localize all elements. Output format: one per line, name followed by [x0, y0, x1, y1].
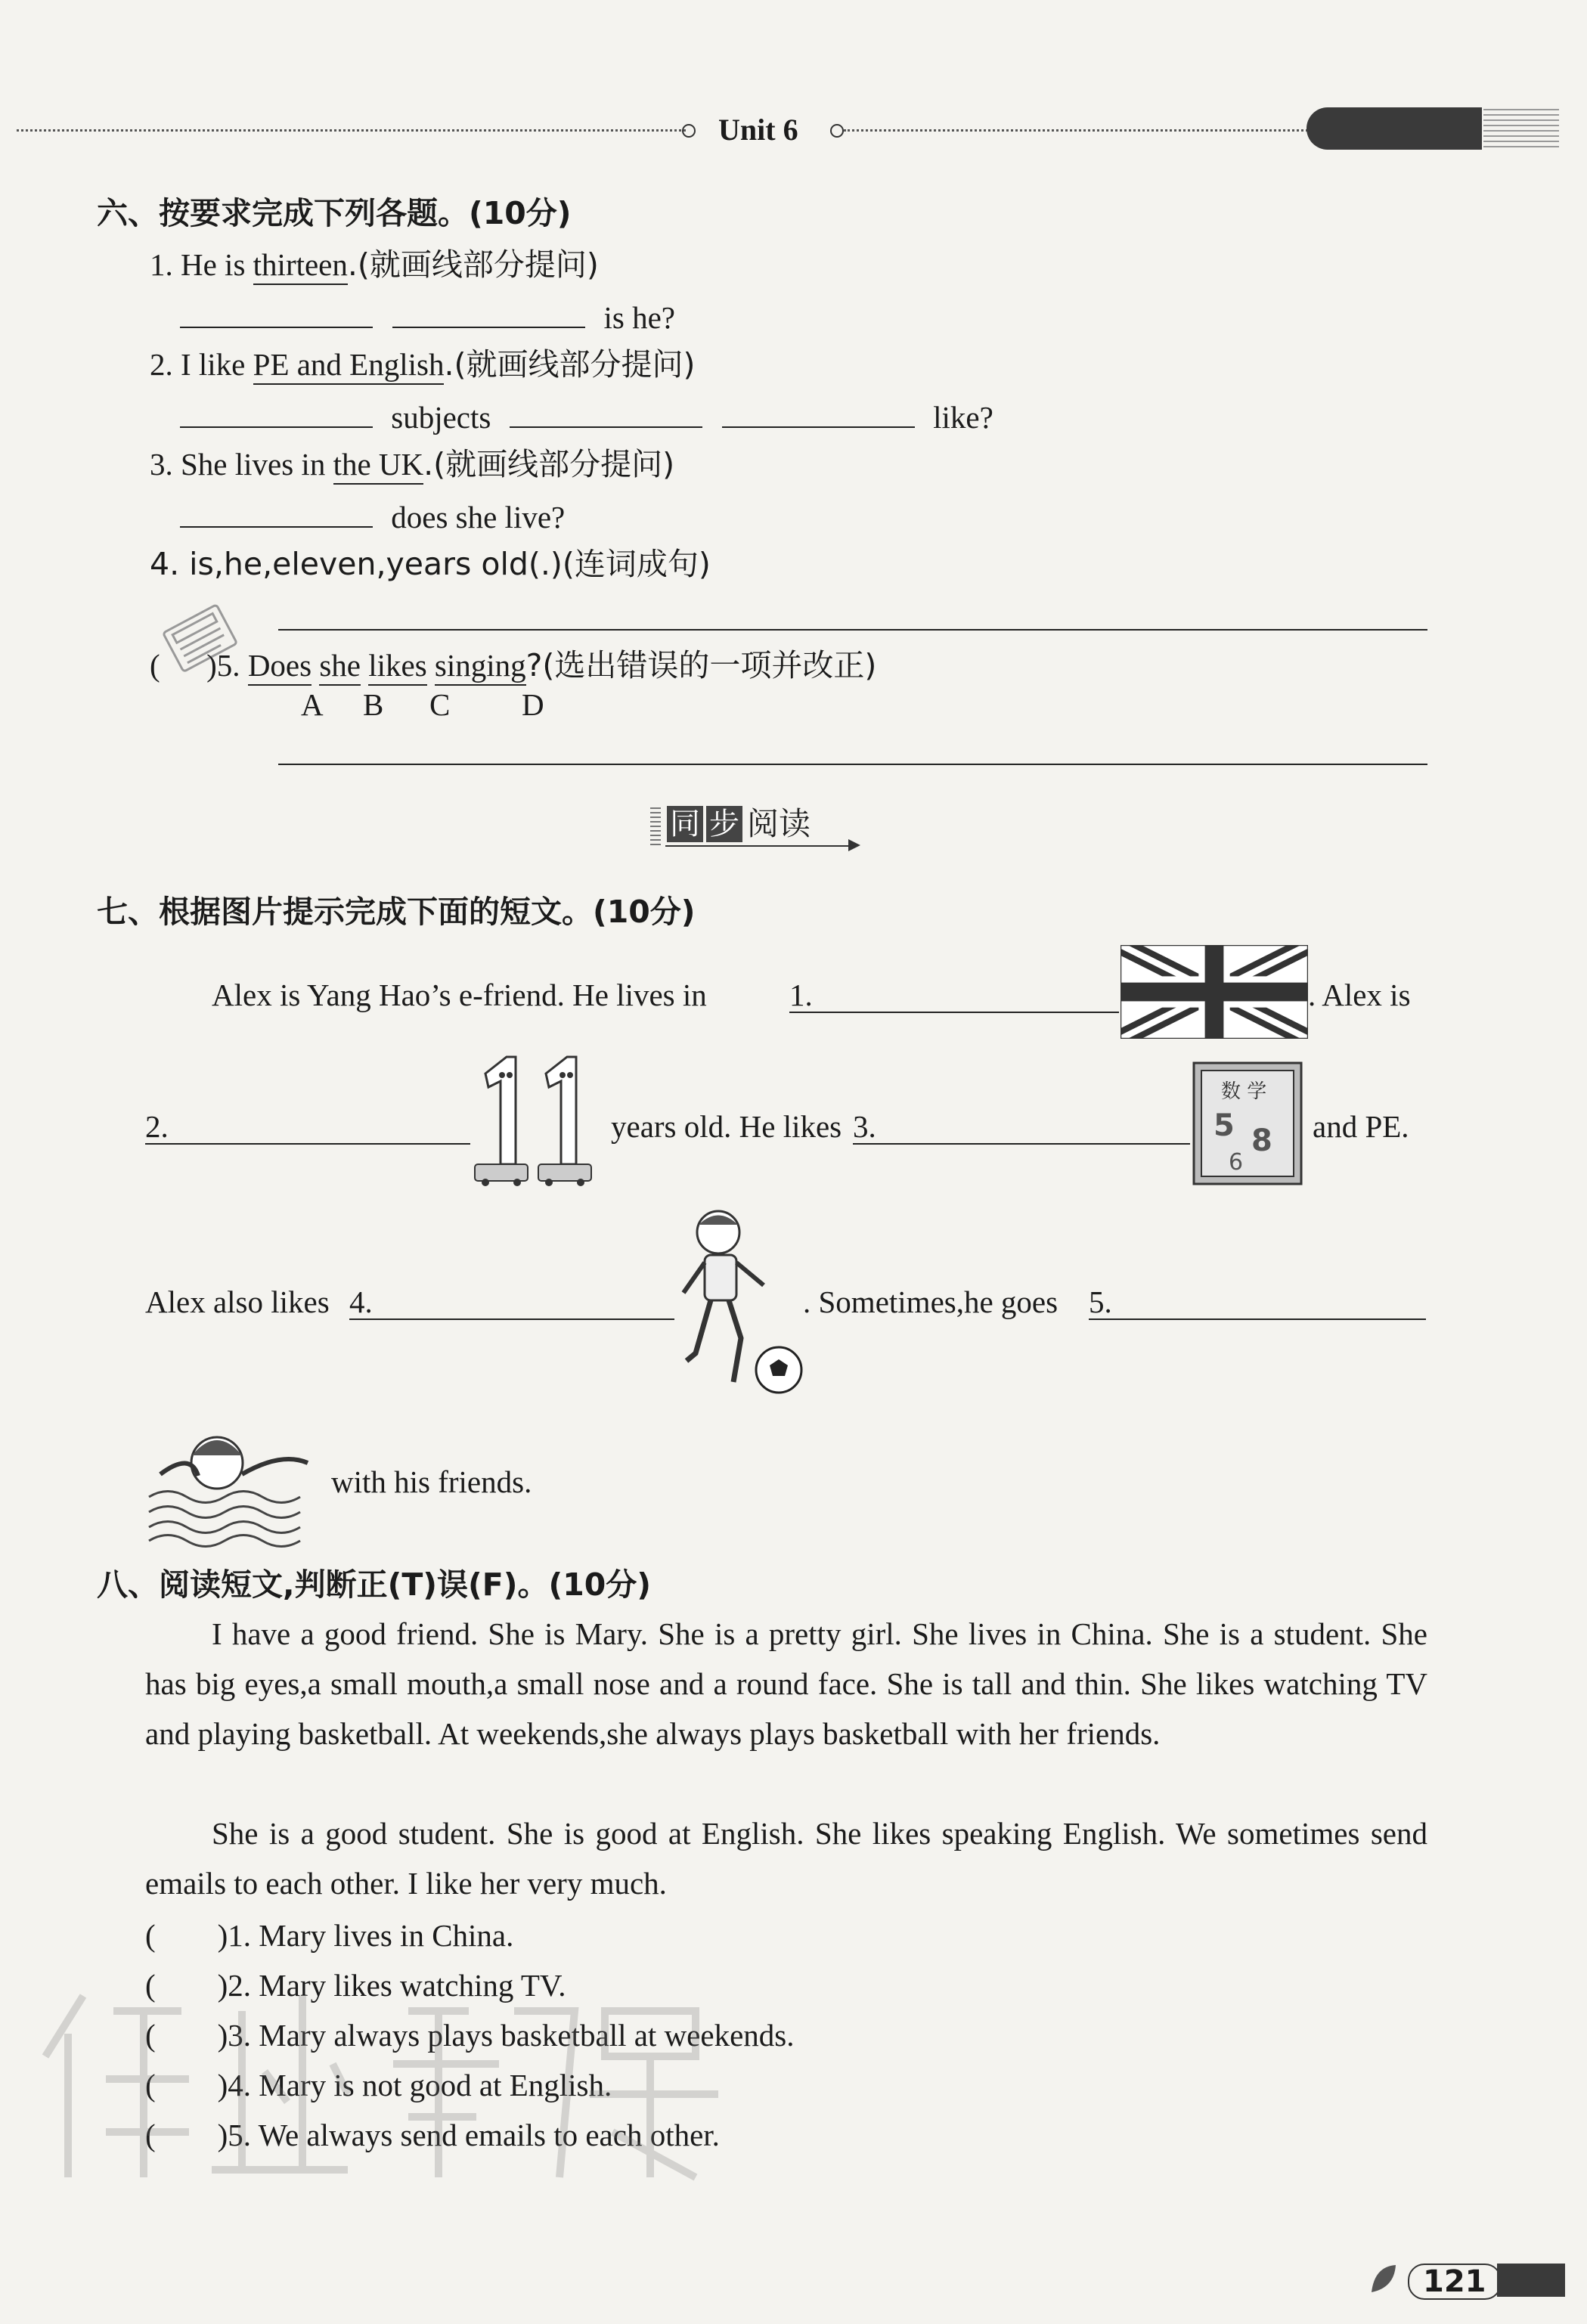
s8-paragraph-1: I have a good friend. She is Mary. She is a pretty girl. She lives in China. She is a student. She has big eyes,a small mouth,a small nose and a round face. She is tall and thin. She likes watching TV and playing basketball. At weekends,she always plays basketball with her friends. [145, 1616, 1427, 1751]
q5-option-c: likes [368, 648, 426, 686]
q5-instruction: ?(选出错误的一项并改正) [525, 647, 877, 683]
watermark-graphic [15, 1966, 741, 2192]
header-unit: Unit 6 [718, 113, 798, 147]
q1-num: 1. He is [150, 247, 253, 282]
q2-answer-tail: like? [933, 400, 993, 435]
page-number: 121 [1408, 2264, 1502, 2300]
header-dotted-left [17, 129, 686, 132]
header-dotted-right [844, 129, 1313, 132]
s7-blank2[interactable] [145, 1143, 470, 1145]
q1-answer-line [180, 299, 675, 333]
s8-item-5: ( )5. We always send emails to each other. [145, 2118, 720, 2152]
banner-box-2: 步 [706, 806, 742, 842]
s7-blank1-num: 1. [789, 978, 813, 1012]
s8-item-3: ( )3. Mary always plays basketball at weekends. [145, 2018, 795, 2053]
q5-line [150, 647, 877, 683]
q1-blank-2[interactable] [392, 299, 585, 328]
section-8-title: 八、阅读短文,判断正(T)误(F)。(10分) [97, 1566, 652, 1603]
q4-line: 4. is,he,eleven,years old(.)(连词成句) [150, 546, 711, 582]
svg-text:数 学: 数 学 [1221, 1080, 1267, 1103]
q1-answer-tail: is he? [603, 300, 675, 335]
q2-underlined: PE and English [253, 347, 445, 385]
header-tab-lines [1483, 109, 1559, 148]
s7-line3-text: Alex also likes [145, 1284, 337, 1319]
leaf-icon [1368, 2262, 1399, 2295]
svg-text:5: 5 [1213, 1108, 1235, 1143]
svg-text:6: 6 [1229, 1149, 1244, 1176]
s8-item-1: ( )1. Mary lives in China. [145, 1918, 514, 1953]
q2-answer-mid: subjects [391, 400, 491, 435]
q3-instruction: .(就画线部分提问) [423, 446, 675, 482]
s7-blank5-num: 5. [1089, 1284, 1112, 1319]
q5-option-b: she [319, 648, 361, 686]
q3-answer-line [180, 499, 565, 533]
banner-box-1: 同 [667, 806, 703, 842]
s7-line3-tail: . Sometimes,he goes [803, 1284, 1066, 1319]
footer-page-tab [1368, 2257, 1565, 2300]
q5-letter-b: B [363, 687, 384, 722]
s7-blank4[interactable] [349, 1318, 674, 1320]
q5-letter-a: A [301, 687, 324, 722]
q1-line [150, 246, 599, 283]
header-bar [0, 113, 1587, 151]
s8-paragraph-2: She is a good student. She is good at English. She likes speaking English. We sometimes send emails to each other. I like her very much. [145, 1816, 1427, 1901]
q5-option-d: singing [435, 648, 526, 686]
q2-blank-2[interactable] [510, 399, 702, 428]
uk-flag-icon [1121, 945, 1308, 1039]
q5-paren: ( )5. [150, 648, 240, 683]
q3-num: 3. She lives in [150, 447, 333, 482]
q2-instruction: .(就画线部分提问) [444, 346, 696, 383]
sync-reading-banner [650, 801, 877, 854]
number-eleven-icon [470, 1051, 599, 1187]
q1-blank-1[interactable] [180, 299, 373, 328]
s8-item-2: ( )2. Mary likes watching TV. [145, 1968, 566, 2003]
header-circle-left [682, 124, 696, 138]
section-6-title: 六、按要求完成下列各题。(10分) [97, 195, 572, 231]
q5-answer-line[interactable] [278, 764, 1427, 765]
s7-blank3[interactable] [853, 1143, 1190, 1145]
s7-line1-text: Alex is Yang Hao’s e-friend. He lives in [212, 978, 715, 1012]
q3-underlined: the UK [333, 447, 424, 485]
q2-answer-line [180, 399, 993, 433]
s7-line2-tail: and PE. [1313, 1109, 1409, 1144]
q3-blank-1[interactable] [180, 499, 373, 528]
q5-letter-d: D [522, 687, 544, 722]
q5-option-a: Does [248, 648, 312, 686]
s7-line4-text: with his friends. [331, 1464, 532, 1499]
s7-line2-text: years old. He likes [611, 1109, 850, 1144]
s7-blank2-num: 2. [145, 1109, 169, 1144]
q2-num: 2. I like [150, 347, 253, 382]
section-7-title: 七、根据图片提示完成下面的短文。(10分) [97, 894, 696, 930]
header-circle-right [830, 124, 844, 138]
banner-text: 阅读 [747, 805, 811, 842]
banner-arrow [665, 845, 854, 847]
banner-arrowhead [848, 839, 860, 851]
q4-answer-line[interactable] [278, 629, 1427, 631]
math-book-icon [1191, 1060, 1304, 1187]
q2-blank-3[interactable] [722, 399, 915, 428]
svg-text:8: 8 [1251, 1123, 1272, 1158]
q3-answer-tail: does she live? [391, 500, 566, 535]
boy-swimming-icon [145, 1421, 319, 1550]
page-tab-bar [1497, 2264, 1565, 2297]
banner-stripes [650, 807, 661, 845]
header-tab-decoration [1306, 107, 1482, 150]
q2-blank-1[interactable] [180, 399, 373, 428]
q1-instruction: .(就画线部分提问) [347, 246, 599, 283]
s7-blank5[interactable] [1089, 1318, 1426, 1320]
s8-item-4: ( )4. Mary is not good at English. [145, 2068, 612, 2102]
s7-line1-tail: . Alex is [1308, 978, 1411, 1012]
q5-letter-c: C [429, 687, 451, 722]
q1-underlined: thirteen [253, 247, 348, 285]
q3-line [150, 446, 675, 482]
s7-blank1[interactable] [789, 1012, 1119, 1013]
q2-line [150, 346, 696, 383]
s7-blank4-num: 4. [349, 1284, 373, 1319]
s7-blank3-num: 3. [853, 1109, 876, 1144]
boy-running-football-icon [665, 1202, 809, 1399]
